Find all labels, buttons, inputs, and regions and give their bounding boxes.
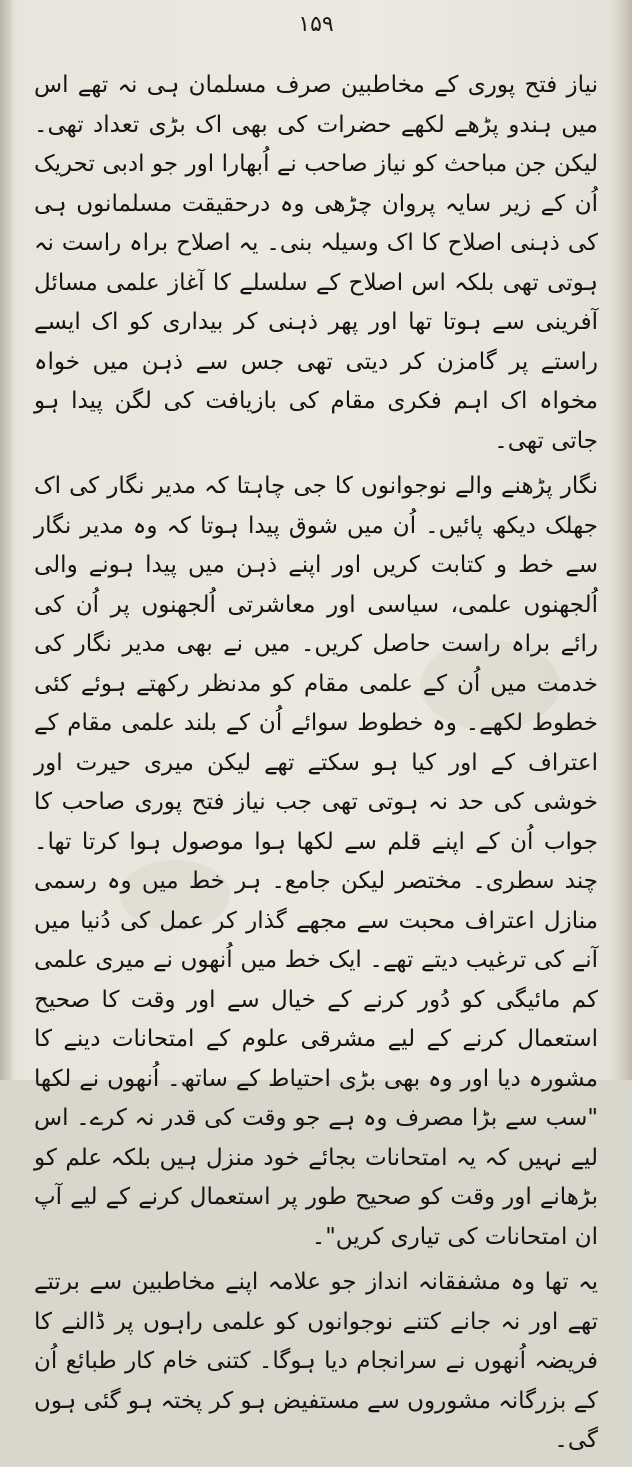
paragraph-2: نگار پڑھنے والے نوجوانوں کا جی چاہتا کہ مدیر نگار کی اک جھلک دیکھ پائیں۔ اُن میں شوق پیدا ہوتا کہ وہ مدیر نگار سے خط و کتابت کریں اور اپنے ذہن میں پیدا ہونے والی اُلجھنوں علمی، سیاسی اور معاشرتی اُلجھنوں پر اُن کی رائے براہ راست حاصل کریں۔ میں نے بھی مدیر نگار کی خدمت میں اُن کے علمی مقام کو مدنظر رکھتے ہوئے کئی خطوط لکھے۔ وہ خطوط سوائے اُن کے بلند علمی مقام کے اعتراف کے اور کیا ہو سکتے تھے لیکن میری حیرت اور خوشی کی حد نہ ہوتی تھی جب نیاز فتح پوری صاحب کا جواب اُن کے اپنے قلم سے لکھا ہوا موصول ہوا کرتا تھا۔ چند سطری۔ مختصر لیکن جامع۔ ہر خط میں وہ رسمی منازل اعتراف محبت سے مجھے گذار کر عمل کی دُنیا میں آنے کی ترغیب دیتے تھے۔ ایک خط میں اُنھوں نے میری علمی کم مائیگی کو دُور کرنے کے خیال سے اور وقت کا صحیح استعمال کرنے کے لیے مشرقی علوم کے امتحانات دینے کا مشورہ دیا اور وہ بھی بڑی احتیاط کے ساتھ۔ اُنھوں نے لکھا "سب سے بڑا مصرف وہ ہے جو وقت کی قدر نہ کرے۔ اس لیے نہیں کہ یہ امتحانات بجائے خود منزل ہیں بلکہ علم کو بڑھانے اور وقت کو صحیح طور پر استعمال کرنے کے لیے آپ ان امتحانات کی تیاری کریں"۔ [34,473,598,1250]
paragraph-1: نیاز فتح پوری کے مخاطبین صرف مسلمان ہی نہ تھے اس میں ہندو پڑھے لکھے حضرات کی بھی اک بڑی تعداد تھی۔ لیکن جن مباحث کو نیاز صاحب نے اُبھارا اور جو ادبی تحریک اُن کے زیر سایہ پروان چڑھی وہ درحقیقت مسلمانوں ہی کی ذہنی اصلاح کا اک وسیلہ بنی۔ یہ اصلاح براہ راست نہ ہوتی تھی بلکہ اس اصلاح کے سلسلے کا آغاز علمی مسائل آفرینی سے ہوتا تھا اور پھر ذہنی کر بیداری کو اک ایسے راستے پر گامزن کر دیتی تھی جس سے ذہن میں خواہ مخواہ اک اہم فکری مقام کی بازیافت کی لگن پیدا ہو جاتی تھی۔ [34,72,598,454]
paragraph-3: یہ تھا وہ مشفقانہ انداز جو علامہ اپنے مخاطبین سے برتتے تھے اور نہ جانے کتنے نوجوانوں کو علمی راہوں پر ڈالنے کا فریضہ اُنھوں نے سرانجام دیا ہوگا۔ کتنی خام کار طبائع اُن کے بزرگانہ مشوروں سے مستفیض ہو کر پختہ ہو گئی ہوں گی۔ [33,1269,598,1453]
binding-shadow [0,0,14,1080]
body-text [34,66,598,1467]
page-edge [610,0,632,1080]
page-number: ۱۵۹ [298,12,334,37]
